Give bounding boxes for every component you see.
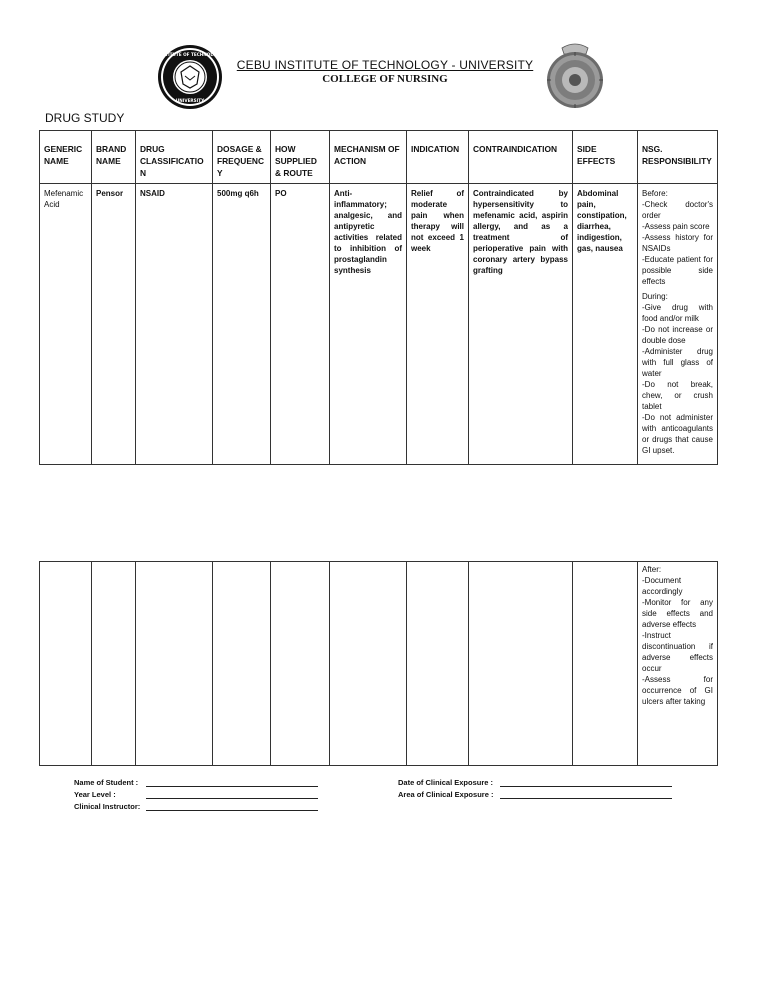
indication-cell: Relief of moderate pain when therapy will not exceed 1 week (407, 184, 469, 465)
during-item: -Give drug with food and/or milk (642, 303, 713, 323)
area-exposure-line[interactable] (500, 789, 672, 799)
responsibility-before (642, 188, 713, 287)
empty-cell (92, 562, 136, 766)
area-exposure-label: Area of Clinical Exposure : (398, 790, 494, 799)
brand-name-cell: Pensor (92, 184, 136, 465)
empty-cell (573, 562, 638, 766)
dosage-cell: 500mg q6h (213, 184, 271, 465)
during-item: -Do not increase or double dose (642, 325, 713, 345)
before-item: -Assess history for NSAIDs (642, 233, 713, 253)
after-item: -Document accordingly (642, 576, 683, 596)
before-item: -Educate patient for possible side effects (642, 255, 713, 286)
student-name-label: Name of Student : (74, 778, 139, 787)
column-header: BRAND NAME (92, 131, 136, 184)
university-name: CEBU INSTITUTE OF TECHNOLOGY - UNIVERSITY (236, 58, 534, 72)
continuation-table (39, 561, 718, 766)
column-header: CONTRAINDICATION (469, 131, 573, 184)
year-level-label: Year Level : (74, 790, 116, 799)
column-header: DRUG CLASSIFICATION (136, 131, 213, 184)
column-header: GENERIC NAME (40, 131, 92, 184)
svg-text:UNIVERSITY: UNIVERSITY (175, 98, 205, 103)
responsibility-after-cell (638, 562, 718, 766)
clinical-instructor-field[interactable] (74, 801, 318, 811)
document-title: DRUG STUDY (45, 111, 125, 125)
date-exposure-field[interactable] (398, 777, 672, 787)
column-header: HOW SUPPLIED & ROUTE (271, 131, 330, 184)
during-item: -Do not administer with anticoagulants or drugs that cause GI upset. (642, 413, 713, 455)
column-header: SIDE EFFECTS (573, 131, 638, 184)
generic-name-cell: Mefenamic Acid (40, 184, 92, 465)
during-item: -Administer drug with full glass of water (642, 347, 713, 378)
clinical-instructor-line[interactable] (146, 801, 318, 811)
before-heading: Before: (642, 189, 668, 198)
column-header: MECHANISM OF ACTION (330, 131, 407, 184)
empty-cell (407, 562, 469, 766)
table-row (40, 562, 718, 766)
clinical-instructor-label: Clinical Instructor: (74, 802, 141, 811)
student-name-line[interactable] (146, 777, 318, 787)
date-exposure-line[interactable] (500, 777, 672, 787)
before-item: -Assess pain score (642, 222, 710, 231)
table-header-row (40, 131, 718, 184)
classification-cell: NSAID (136, 184, 213, 465)
column-header: INDICATION (407, 131, 469, 184)
after-heading: After: (642, 565, 662, 574)
college-name: COLLEGE OF NURSING (322, 73, 448, 85)
side-effects-cell: Abdominal pain, constipation, diarrhea, indigestion, gas, nausea (573, 184, 638, 465)
year-level-field[interactable] (74, 789, 318, 799)
empty-cell (271, 562, 330, 766)
table-row (40, 184, 718, 465)
after-item: -Assess for occurrence of GI ulcers after taking (642, 675, 713, 706)
column-header: DOSAGE & FREQUENCY (213, 131, 271, 184)
before-item: -Check doctor's order (642, 200, 713, 220)
student-name-field[interactable] (74, 777, 318, 787)
empty-cell (40, 562, 92, 766)
during-item: -Do not break, chew, or crush tablet (642, 380, 713, 411)
mechanism-cell: Anti-inflammatory; analgesic, and antipyretic activities related to inhibition of prostaglandin synthesis (330, 184, 407, 465)
responsibility-cell (638, 184, 718, 465)
year-level-line[interactable] (146, 789, 318, 799)
area-exposure-field[interactable] (398, 789, 672, 799)
empty-cell (469, 562, 573, 766)
after-item: -Instruct discontinuation if adverse effects occur (642, 631, 713, 673)
responsibility-after (642, 564, 713, 707)
after-item: -Monitor for any side effects and adverse effects (642, 598, 713, 629)
during-heading: During: (642, 292, 668, 301)
route-cell: PO (271, 184, 330, 465)
empty-cell (330, 562, 407, 766)
responsibility-during (642, 291, 713, 456)
date-exposure-label: Date of Clinical Exposure : (398, 778, 494, 787)
empty-cell (213, 562, 271, 766)
contraindication-cell: Contraindicated by hypersensitivity to mefenamic acid, aspirin allergy, and as a treatment of perioperative pain with coronary artery bypass grafting (469, 184, 573, 465)
svg-text:INSTITUTE OF TECHNOLOGY: INSTITUTE OF TECHNOLOGY (157, 52, 223, 57)
drug-study-table (39, 130, 718, 465)
empty-cell (136, 562, 213, 766)
column-header: NSG. RESPONSIBILITY (638, 131, 718, 184)
